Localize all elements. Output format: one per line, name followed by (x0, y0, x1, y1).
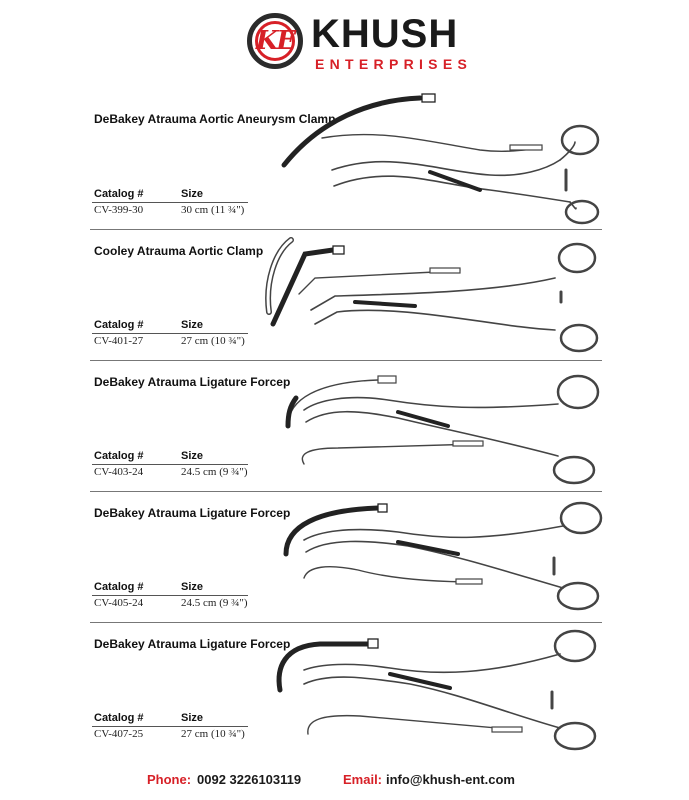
product-title: DeBakey Atrauma Ligature Forcep (94, 375, 291, 389)
size-value: 30 cm (11 ¾") (181, 204, 245, 216)
catalog-underline (92, 726, 248, 727)
ligature-forcep-illustration (278, 364, 608, 489)
contact-footer (0, 772, 689, 794)
header (0, 0, 689, 90)
logo-monogram: KE (255, 26, 295, 56)
email-label: Email: (343, 772, 383, 787)
catalog-underline (92, 595, 248, 596)
catalog-header: Catalog # (94, 712, 144, 724)
product-title: DeBakey Atrauma Ligature Forcep (94, 506, 291, 520)
section-divider (90, 229, 602, 230)
product-title: DeBakey Atrauma Ligature Forcep (94, 637, 291, 651)
catalog-header: Catalog # (94, 581, 144, 593)
size-header: Size (181, 712, 204, 724)
catalog-number: CV-401-27 (94, 335, 144, 347)
catalog-header: Catalog # (94, 450, 144, 462)
company-subtitle: ENTERPRISES (315, 56, 473, 72)
catalog-number: CV-405-24 (94, 597, 144, 609)
ligature-forcep-illustration (278, 496, 608, 621)
email-address: info@khush-ent.com (386, 772, 515, 787)
size-value: 24.5 cm (9 ¾") (181, 597, 248, 609)
logo-emblem (247, 13, 303, 69)
size-header: Size (181, 450, 204, 462)
phone-number: 0092 3226103119 (197, 772, 302, 787)
ligature-forcep-illustration (270, 628, 605, 753)
company-name: KHUSH (311, 12, 459, 56)
size-header: Size (181, 319, 204, 331)
section-divider (90, 360, 602, 361)
section-divider (90, 491, 602, 492)
catalog-underline (92, 202, 248, 203)
size-header: Size (181, 581, 204, 593)
size-value: 24.5 cm (9 ¾") (181, 466, 248, 478)
catalog-header: Catalog # (94, 319, 144, 331)
product-title: Cooley Atrauma Aortic Clamp (94, 244, 264, 258)
aortic-aneurysm-clamp-illustration (270, 90, 610, 225)
cooley-aortic-clamp-illustration (255, 232, 605, 357)
catalog-number: CV-399-30 (94, 204, 144, 216)
size-header: Size (181, 188, 204, 200)
catalog-number: CV-407-25 (94, 728, 144, 740)
phone-label: Phone: (147, 772, 192, 787)
product-title: DeBakey Atrauma Aortic Aneurysm Clamp (94, 112, 336, 126)
catalog-number: CV-403-24 (94, 466, 144, 478)
section-divider (90, 622, 602, 623)
size-value: 27 cm (10 ¾") (181, 335, 245, 347)
catalog-underline (92, 333, 248, 334)
catalog-underline (92, 464, 248, 465)
catalog-header: Catalog # (94, 188, 144, 200)
size-value: 27 cm (10 ¾") (181, 728, 245, 740)
